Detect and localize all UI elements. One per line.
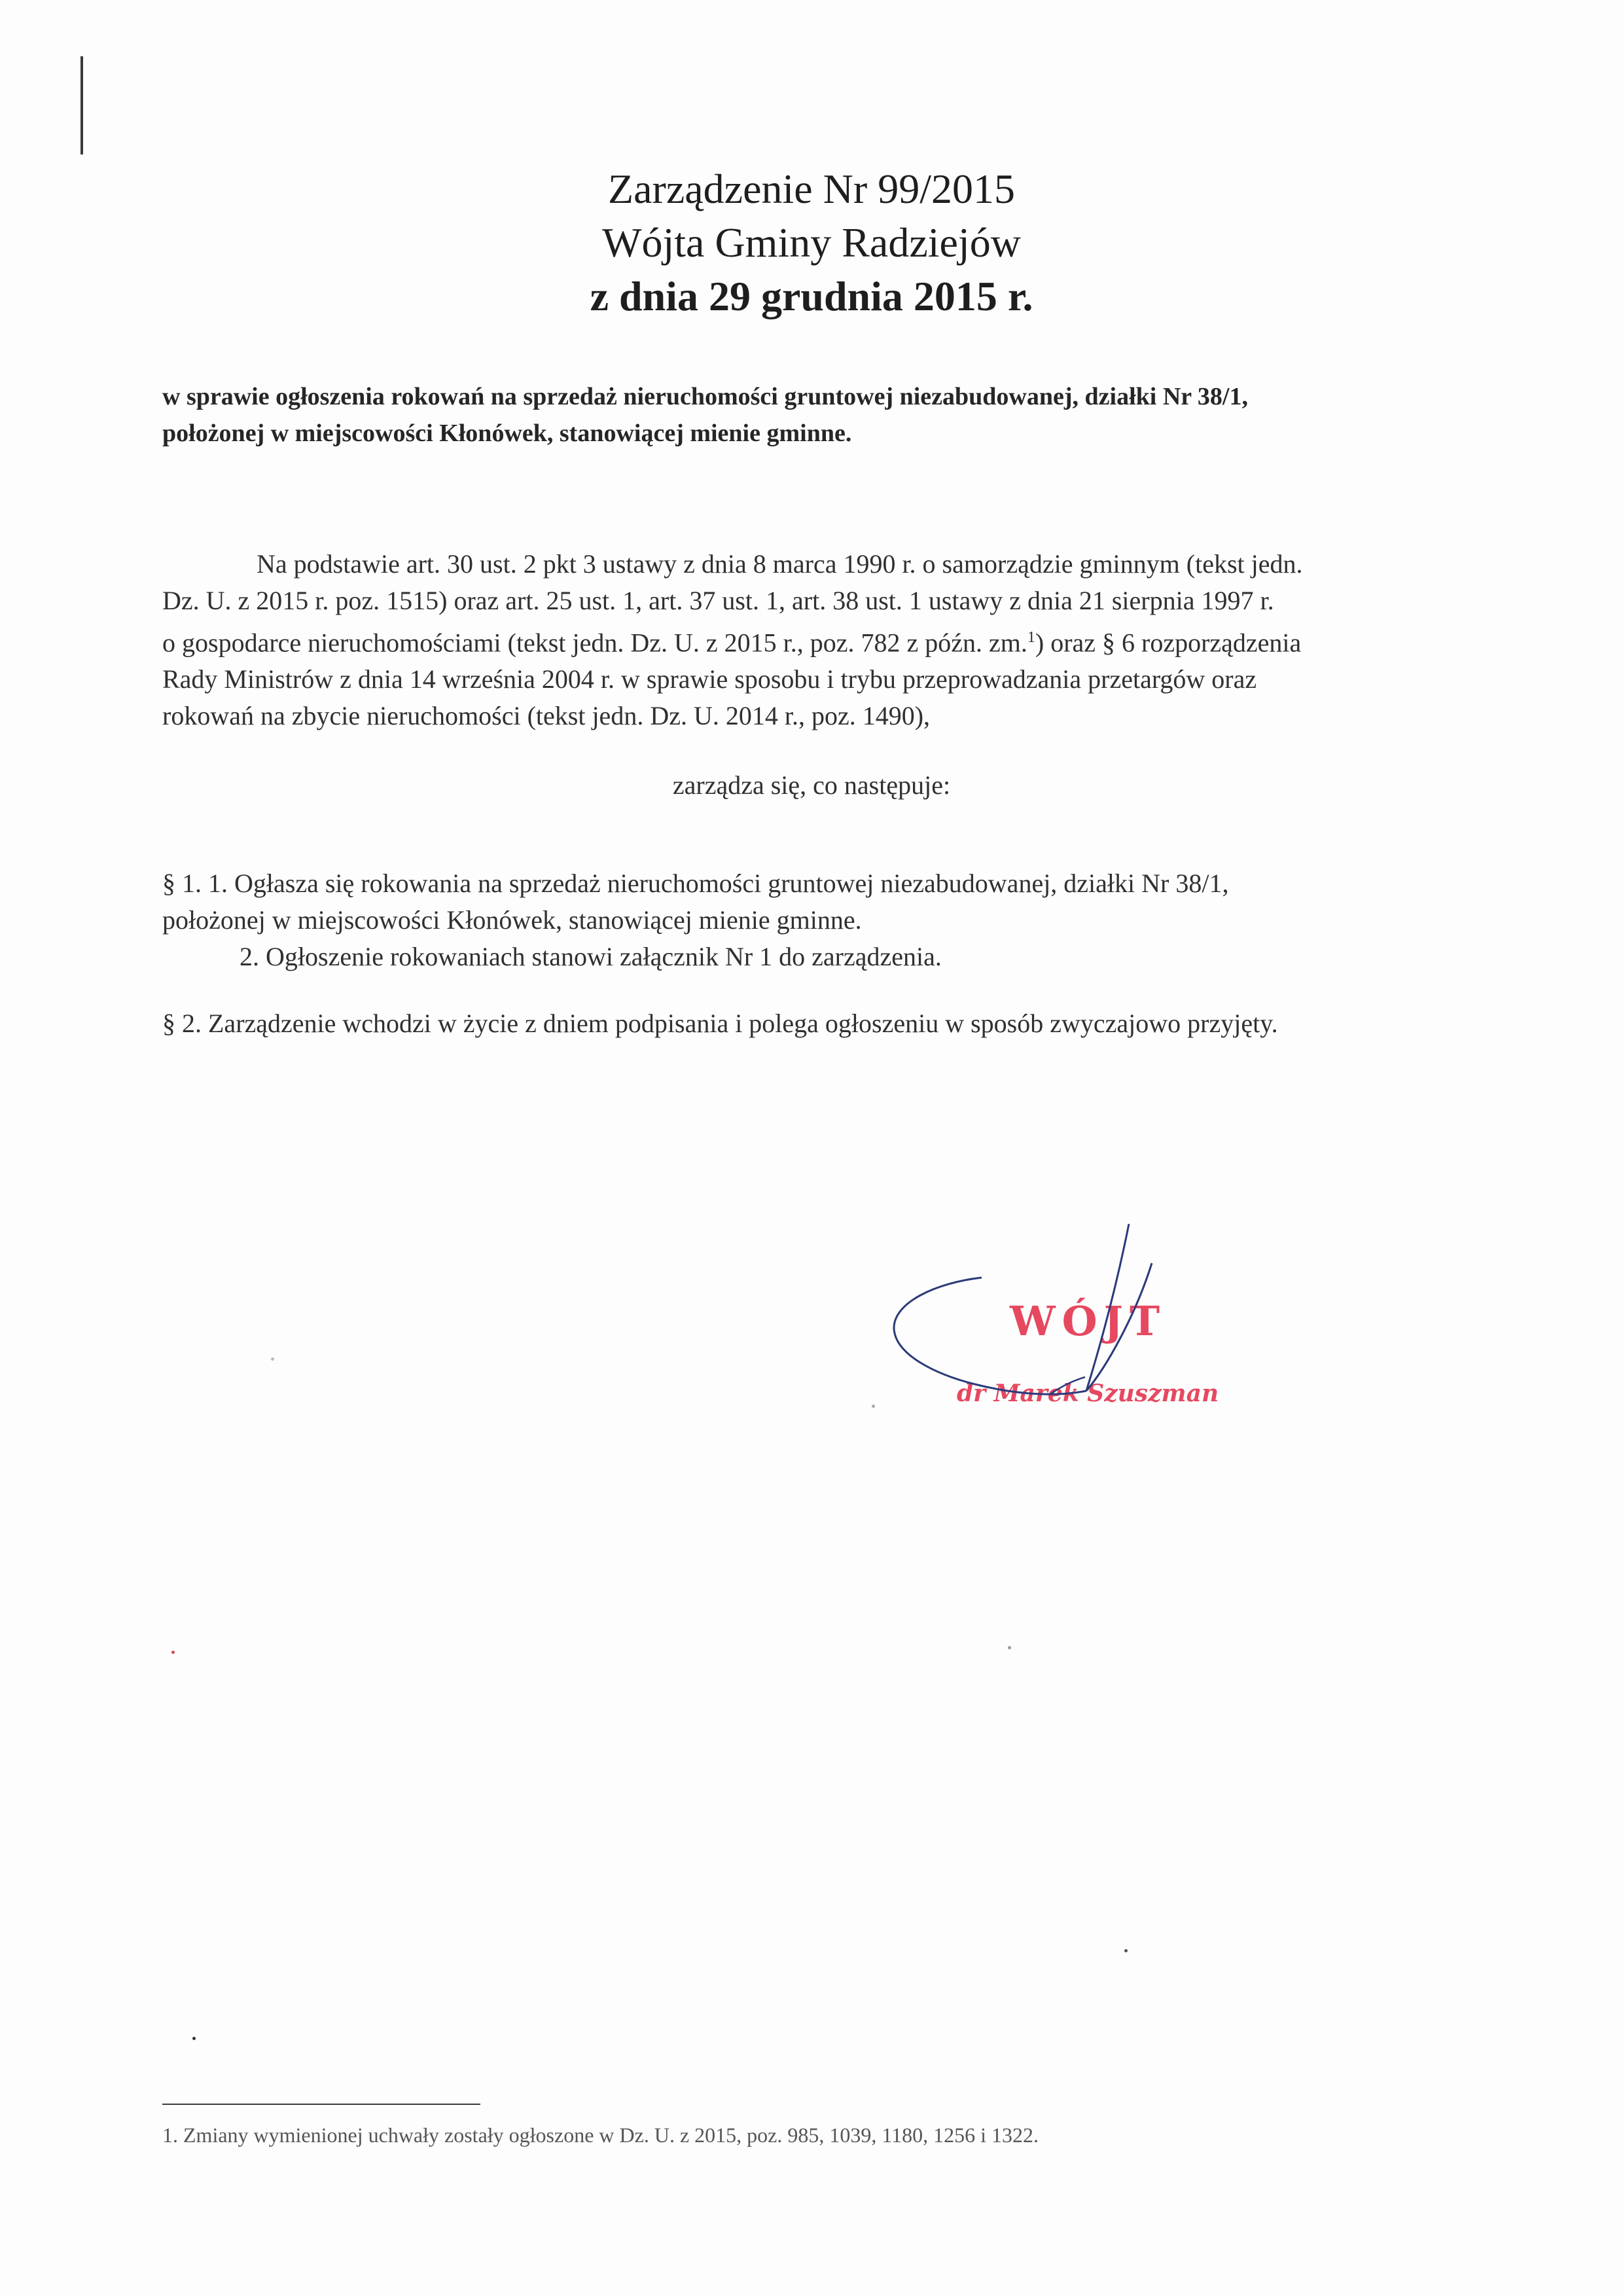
subject-line-1: w sprawie ogłoszenia rokowań na sprzedaż nieruchomości gruntowej niezabudowanej, działki Nr 38/1, [162,383,1248,410]
enacting-clause: zarządza się, co następuje: [672,770,951,800]
title-line-1: Zarządzenie Nr 99/2015 [608,166,1015,212]
basis-line-3 [162,619,1471,661]
section-1-line-2: położonej w miejscowości Kłonówek, stanowiącej mienie gminne. [162,905,862,935]
scan-speck [171,1651,175,1654]
scan-speck [1124,1949,1128,1952]
handwritten-signature [890,1217,1257,1427]
section-1-line-1: § 1. 1. Ogłasza się rokowania na sprzedaż nieruchomości gruntowej niezabudowanej, działki Nr 38/1, [162,869,1229,898]
section-1 [162,865,1471,975]
basis-line-1: Na podstawie art. 30 ust. 2 pkt 3 ustawy z dnia 8 marca 1990 r. o samorządzie gminnym (tekst jedn. [257,549,1303,579]
footnote: 1. Zmiany wymienionej uchwały zostały ogłoszone w Dz. U. z 2015, poz. 985, 1039, 1180, 1256 i 1322. [162,2123,1039,2147]
stamp-title: WÓJT [1010,1297,1167,1345]
scan-speck [192,2037,196,2040]
basis-line-3b: ) oraz § 6 rozporządzenia [1035,628,1302,658]
title-line-2: Wójta Gminy Radziejów [602,219,1021,266]
document-title [0,162,1623,323]
subject-paragraph [162,378,1471,452]
subject-line-2: położonej w miejscowości Kłonówek, stanowiącej mienie gminne. [162,420,852,447]
scan-speck [271,1357,274,1361]
scan-speck [1008,1646,1011,1649]
basis-line-5: rokowań na zbycie nieruchomości (tekst jedn. Dz. U. 2014 r., poz. 1490), [162,701,931,731]
footnote-ref: 1 [1027,629,1035,646]
basis-line-3a: o gospodarce nieruchomościami (tekst jedn. Dz. U. z 2015 r., poz. 782 z późn. zm. [162,628,1027,658]
footnote-separator [162,2104,480,2105]
basis-line-4: Rady Ministrów z dnia 14 września 2004 r. w sprawie sposobu i trybu przeprowadzania przetargów oraz [162,664,1257,694]
scan-speck [872,1405,875,1408]
section-2: § 2. Zarządzenie wchodzi w życie z dniem podpisania i polega ogłoszeniu w sposób zwyczajowo przyjęty. [162,1009,1278,1038]
section-1-point-2: 2. Ogłoszenie rokowaniach stanowi załącznik Nr 1 do zarządzenia. [240,942,942,971]
stamp-name: dr Marek Szuszman [957,1380,1219,1407]
legal-basis-paragraph [162,546,1471,734]
official-stamp [890,1217,1257,1427]
scan-margin-mark [80,56,83,154]
basis-line-2: Dz. U. z 2015 r. poz. 1515) oraz art. 25 ust. 1, art. 37 ust. 1, art. 38 ust. 1 ustawy z dnia 21 sierpnia 1997 r. [162,586,1274,615]
title-line-3: z dnia 29 grudnia 2015 r. [590,273,1033,319]
